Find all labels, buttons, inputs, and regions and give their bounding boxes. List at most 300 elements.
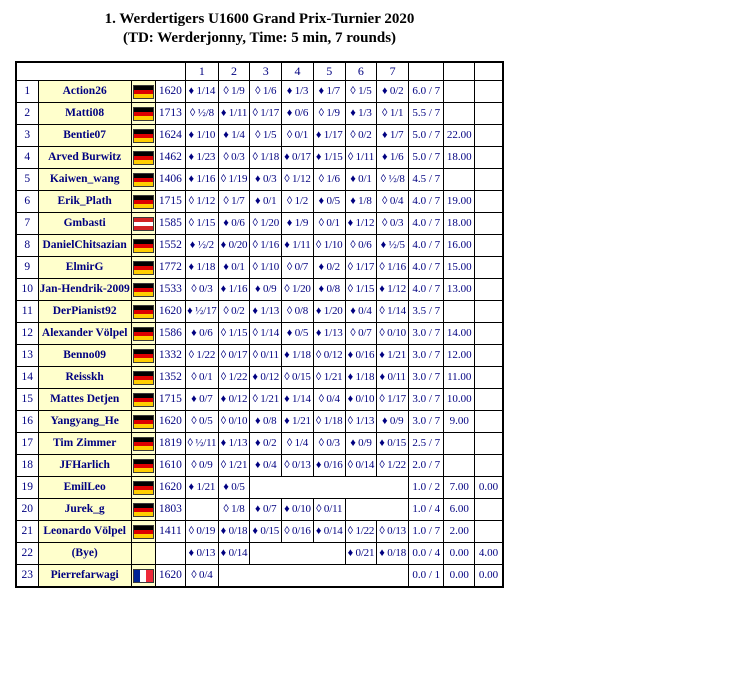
de-flag-icon (133, 459, 154, 473)
de-flag-icon (133, 305, 154, 319)
player-name-cell: Kaiwen_wang (38, 169, 131, 191)
header-blank-tb2 (475, 62, 503, 81)
result-cell-round-6: ♦ 0/1 (345, 169, 377, 191)
rating-cell: 1332 (155, 345, 185, 367)
result-cell-round-2: ♦ 0/6 (218, 213, 250, 235)
result-cell-round-2: ♦ 0/12 (218, 389, 250, 411)
header-blank-left (16, 62, 186, 81)
result-cell-round-1: ♦ 1/23 (186, 147, 218, 169)
result-cell-round-5: ♦ 0/16 (313, 455, 345, 477)
de-flag-icon (133, 393, 154, 407)
score-cell: 3.5 / 7 (409, 301, 444, 323)
round-header-3: 3 (250, 62, 282, 81)
result-cell-round-2: ♦ 1/13 (218, 433, 250, 455)
de-flag-icon (133, 173, 154, 187)
tiebreak1-cell: 9.00 (444, 411, 475, 433)
result-cell-round-2: ◊ 0/17 (218, 345, 250, 367)
result-cell-round-5: ◊ 0/1 (313, 213, 345, 235)
score-cell: 3.0 / 7 (409, 411, 444, 433)
table-row (16, 477, 503, 499)
result-cell-round-6: ◊ 1/11 (345, 147, 377, 169)
result-cell-round-5: ◊ 1/10 (313, 235, 345, 257)
score-cell: 1.0 / 7 (409, 521, 444, 543)
result-cell-round-1 (186, 499, 218, 521)
score-cell: 3.0 / 7 (409, 345, 444, 367)
rating-cell: 1352 (155, 367, 185, 389)
result-cell-round-2: ◊ 1/21 (218, 455, 250, 477)
result-cell-round-4: ◊ 0/1 (282, 125, 314, 147)
flag-cell (131, 147, 155, 169)
result-cell-round-4: ◊ 0/16 (282, 521, 314, 543)
table-row (16, 81, 503, 103)
result-cell-round-2: ♦ 0/18 (218, 521, 250, 543)
de-flag-icon (133, 239, 154, 253)
result-cell-round-4: ♦ 0/21 (345, 543, 377, 565)
table-row (16, 169, 503, 191)
rank-cell: 14 (16, 367, 38, 389)
result-cell-round-7: ◊ ½/8 (377, 169, 409, 191)
result-cell-round-1: ◊ 0/19 (186, 521, 218, 543)
flag-cell (131, 301, 155, 323)
result-cell-round-7: ◊ 0/4 (377, 191, 409, 213)
de-flag-icon (133, 349, 154, 363)
result-cell-round-3: ♦ 1/13 (250, 301, 282, 323)
result-cell-round-5: ◊ 0/4 (313, 389, 345, 411)
flag-stripe (134, 160, 153, 164)
rank-cell: 19 (16, 477, 38, 499)
table-row (16, 543, 503, 565)
score-cell: 4.0 / 7 (409, 213, 444, 235)
result-cell-round-1: ◊ 0/5 (186, 411, 218, 433)
rank-cell: 6 (16, 191, 38, 213)
tiebreak1-cell: 13.00 (444, 279, 475, 301)
rating-cell: 1715 (155, 191, 185, 213)
rating-cell: 1411 (155, 521, 185, 543)
result-cell-round-7: ◊ 1/14 (377, 301, 409, 323)
table-row (16, 433, 503, 455)
rating-cell: 1819 (155, 433, 185, 455)
result-cell-round-4: ♦ 1/3 (282, 81, 314, 103)
flag-stripe (134, 204, 153, 208)
result-cell-round-3: ♦ 0/2 (250, 433, 282, 455)
tiebreak2-cell (475, 301, 503, 323)
flag-stripe (134, 248, 153, 252)
result-cell-round-6: ◊ 0/6 (345, 235, 377, 257)
result-cell-round-5: ♦ 0/2 (313, 257, 345, 279)
table-row (16, 257, 503, 279)
result-cell-round-4: ♦ 1/18 (282, 345, 314, 367)
rating-cell (155, 543, 185, 565)
tiebreak1-cell: 18.00 (444, 213, 475, 235)
rating-cell: 1624 (155, 125, 185, 147)
flag-cell (131, 323, 155, 345)
result-cell-round-4: ♦ 0/6 (282, 103, 314, 125)
empty-rounds-cell (250, 477, 409, 499)
score-cell: 2.5 / 7 (409, 433, 444, 455)
rank-cell: 13 (16, 345, 38, 367)
crosstable-body (16, 81, 503, 588)
rating-cell: 1586 (155, 323, 185, 345)
flag-stripe (134, 314, 153, 318)
rating-cell: 1772 (155, 257, 185, 279)
result-cell-round-2: ◊ 0/10 (218, 411, 250, 433)
result-cell-round-4: ◊ 0/13 (282, 455, 314, 477)
result-cell-round-1: ♦ 0/6 (186, 323, 218, 345)
rank-cell: 2 (16, 103, 38, 125)
de-flag-icon (133, 481, 154, 495)
result-cell-round-3: ♦ 0/4 (250, 455, 282, 477)
player-name-cell: Jurek_g (38, 499, 131, 521)
tiebreak2-cell (475, 103, 503, 125)
result-cell-round-2: ◊ 1/19 (218, 169, 250, 191)
result-cell-round-6: ♦ 0/10 (345, 389, 377, 411)
flag-stripe (146, 570, 152, 582)
empty-rounds-cell (218, 565, 408, 588)
de-flag-icon (133, 129, 154, 143)
rank-cell: 7 (16, 213, 38, 235)
empty-rounds-cell (250, 543, 345, 565)
result-cell-round-1: ♦ 1/16 (186, 169, 218, 191)
result-cell-round-2: ♦ 1/16 (218, 279, 250, 301)
player-name-cell: DerPianist92 (38, 301, 131, 323)
result-cell-round-6: ♦ 0/9 (345, 433, 377, 455)
result-cell-round-4: ♦ 0/5 (282, 323, 314, 345)
result-cell-round-1: ♦ 1/10 (186, 125, 218, 147)
result-cell-round-4: ◊ 1/20 (282, 279, 314, 301)
tiebreak2-cell (475, 499, 503, 521)
tiebreak2-cell (475, 323, 503, 345)
result-cell-round-5: ♦ 1/17 (313, 125, 345, 147)
tiebreak1-cell (444, 81, 475, 103)
flag-cell (131, 103, 155, 125)
result-cell-round-2: ◊ 0/3 (218, 147, 250, 169)
result-cell-round-5: ◊ 0/3 (313, 433, 345, 455)
rank-cell: 21 (16, 521, 38, 543)
result-cell-round-7: ◊ 1/16 (377, 257, 409, 279)
table-row (16, 213, 503, 235)
fr-flag-icon (133, 569, 154, 583)
result-cell-round-5: ◊ 1/21 (313, 367, 345, 389)
result-cell-round-5: ♦ 0/18 (377, 543, 409, 565)
result-cell-round-7: ♦ 1/6 (377, 147, 409, 169)
de-flag-icon (133, 261, 154, 275)
player-name-cell: Mattes Detjen (38, 389, 131, 411)
rank-cell: 17 (16, 433, 38, 455)
rating-cell: 1620 (155, 411, 185, 433)
rating-cell: 1552 (155, 235, 185, 257)
result-cell-round-4: ♦ 1/14 (282, 389, 314, 411)
flag-stripe (134, 138, 153, 142)
result-cell-round-5: ◊ 0/12 (313, 345, 345, 367)
result-cell-round-1: ◊ 1/12 (186, 191, 218, 213)
header-blank-score (409, 62, 444, 81)
result-cell-round-5: ♦ 1/15 (313, 147, 345, 169)
round-header-7: 7 (377, 62, 409, 81)
result-cell-round-4: ◊ 0/7 (282, 257, 314, 279)
table-row (16, 191, 503, 213)
tiebreak2-cell (475, 433, 503, 455)
rating-cell: 1620 (155, 477, 185, 499)
tiebreak1-cell (444, 103, 475, 125)
player-name-cell: Alexander Völpel (38, 323, 131, 345)
flag-stripe (134, 402, 153, 406)
result-cell-round-2: ◊ 1/15 (218, 323, 250, 345)
tiebreak2-cell (475, 235, 503, 257)
tiebreak1-cell: 10.00 (444, 389, 475, 411)
result-cell-round-7: ♦ 0/11 (377, 367, 409, 389)
result-cell-round-2: ♦ 1/4 (218, 125, 250, 147)
header-row (16, 62, 503, 81)
score-cell: 5.0 / 7 (409, 125, 444, 147)
flag-cell (131, 345, 155, 367)
player-name-cell: Matti08 (38, 103, 131, 125)
at-flag-icon (133, 217, 154, 231)
tiebreak1-cell: 0.00 (444, 565, 475, 588)
tiebreak1-cell: 19.00 (444, 191, 475, 213)
result-cell-round-3: ♦ 0/12 (250, 367, 282, 389)
result-cell-round-2: ♦ 0/1 (218, 257, 250, 279)
result-cell-round-3: ◊ 1/6 (250, 81, 282, 103)
tiebreak1-cell: 18.00 (444, 147, 475, 169)
table-row (16, 235, 503, 257)
tiebreak1-cell: 0.00 (444, 543, 475, 565)
result-cell-round-7: ♦ 0/9 (377, 411, 409, 433)
flag-cell (131, 455, 155, 477)
result-cell-round-4: ◊ 1/4 (282, 433, 314, 455)
tournament-title: 1. Werdertigers U1600 Grand Prix-Turnier 2020 (104, 11, 415, 27)
flag-cell (131, 125, 155, 147)
score-cell: 4.0 / 7 (409, 191, 444, 213)
round-header-4: 4 (282, 62, 314, 81)
score-cell: 3.0 / 7 (409, 367, 444, 389)
de-flag-icon (133, 151, 154, 165)
result-cell-round-2: ◊ 1/22 (218, 367, 250, 389)
result-cell-round-6: ◊ 0/2 (345, 125, 377, 147)
flag-cell (131, 169, 155, 191)
result-cell-round-3: ◊ 0/11 (250, 345, 282, 367)
result-cell-round-6: ◊ 1/17 (345, 257, 377, 279)
tiebreak1-cell: 14.00 (444, 323, 475, 345)
tiebreak1-cell: 15.00 (444, 257, 475, 279)
de-flag-icon (133, 437, 154, 451)
flag-stripe (134, 270, 153, 274)
tiebreak2-cell (475, 125, 503, 147)
flag-cell (131, 565, 155, 588)
table-row (16, 323, 503, 345)
result-cell-round-4: ◊ 0/15 (282, 367, 314, 389)
score-cell: 2.0 / 7 (409, 455, 444, 477)
score-cell: 5.0 / 7 (409, 147, 444, 169)
result-cell-round-7: ♦ 1/7 (377, 125, 409, 147)
tiebreak1-cell (444, 433, 475, 455)
crosstable-header (16, 62, 503, 81)
result-cell-round-3: ♦ 0/8 (250, 411, 282, 433)
score-cell: 1.0 / 2 (409, 477, 444, 499)
result-cell-round-4: ♦ 1/9 (282, 213, 314, 235)
result-cell-round-3: ♦ 0/7 (250, 499, 282, 521)
score-cell: 0.0 / 1 (409, 565, 444, 588)
empty-rounds-cell (345, 499, 408, 521)
result-cell-round-6: ♦ 1/18 (345, 367, 377, 389)
flag-cell (131, 411, 155, 433)
result-cell-round-1: ♦ 1/21 (186, 477, 218, 499)
score-cell: 4.0 / 7 (409, 257, 444, 279)
tiebreak1-cell: 11.00 (444, 367, 475, 389)
flag-cell (131, 521, 155, 543)
tiebreak2-cell: 0.00 (475, 565, 503, 588)
rating-cell: 1715 (155, 389, 185, 411)
flag-cell (131, 389, 155, 411)
flag-stripe (134, 116, 153, 120)
tournament-report (15, 6, 504, 588)
table-row (16, 103, 503, 125)
result-cell-round-5: ♦ 0/14 (313, 521, 345, 543)
score-cell: 4.0 / 7 (409, 279, 444, 301)
result-cell-round-2: ◊ 1/8 (218, 499, 250, 521)
flag-cell (131, 279, 155, 301)
flag-cell (131, 191, 155, 213)
tiebreak2-cell: 4.00 (475, 543, 503, 565)
result-cell-round-3: ◊ 1/17 (250, 103, 282, 125)
tiebreak1-cell: 12.00 (444, 345, 475, 367)
result-cell-round-2: ◊ 1/9 (218, 81, 250, 103)
rank-cell: 3 (16, 125, 38, 147)
result-cell-round-7: ♦ ½/5 (377, 235, 409, 257)
score-cell: 3.0 / 7 (409, 389, 444, 411)
score-cell: 3.0 / 7 (409, 323, 444, 345)
player-name-cell: Tim Zimmer (38, 433, 131, 455)
player-name-cell: Bentie07 (38, 125, 131, 147)
rank-cell: 20 (16, 499, 38, 521)
result-cell-round-4: ♦ 0/10 (282, 499, 314, 521)
result-cell-round-6: ♦ 1/3 (345, 103, 377, 125)
result-cell-round-5: ◊ 1/18 (313, 411, 345, 433)
tiebreak2-cell (475, 389, 503, 411)
tiebreak1-cell: 2.00 (444, 521, 475, 543)
table-row (16, 411, 503, 433)
rating-cell: 1620 (155, 81, 185, 103)
rank-cell: 9 (16, 257, 38, 279)
result-cell-round-1: ♦ ½/2 (186, 235, 218, 257)
result-cell-round-1: ◊ 0/9 (186, 455, 218, 477)
table-row (16, 499, 503, 521)
tiebreak1-cell (444, 169, 475, 191)
table-row (16, 147, 503, 169)
result-cell-round-6: ♦ 0/16 (345, 345, 377, 367)
tiebreak2-cell (475, 411, 503, 433)
result-cell-round-4: ◊ 1/12 (282, 169, 314, 191)
player-name-cell: Pierrefarwagi (38, 565, 131, 588)
rating-cell: 1462 (155, 147, 185, 169)
player-name-cell: Yangyang_He (38, 411, 131, 433)
result-cell-round-2: ♦ 0/5 (218, 477, 250, 499)
table-row (16, 367, 503, 389)
de-flag-icon (133, 85, 154, 99)
tiebreak2-cell (475, 455, 503, 477)
rank-cell: 8 (16, 235, 38, 257)
rating-cell: 1610 (155, 455, 185, 477)
de-flag-icon (133, 283, 154, 297)
player-name-cell: Arved Burwitz (38, 147, 131, 169)
result-cell-round-5: ♦ 0/8 (313, 279, 345, 301)
result-cell-round-5: ♦ 1/13 (313, 323, 345, 345)
flag-stripe (134, 424, 153, 428)
flag-stripe (134, 182, 153, 186)
result-cell-round-3: ◊ 1/14 (250, 323, 282, 345)
result-cell-round-4: ◊ 0/8 (282, 301, 314, 323)
rating-cell: 1803 (155, 499, 185, 521)
crosstable (15, 61, 504, 588)
tiebreak1-cell: 7.00 (444, 477, 475, 499)
rank-cell: 5 (16, 169, 38, 191)
result-cell-round-7: ♦ 0/15 (377, 433, 409, 455)
tiebreak1-cell: 16.00 (444, 235, 475, 257)
result-cell-round-1: ◊ 1/15 (186, 213, 218, 235)
flag-stripe (134, 446, 153, 450)
result-cell-round-6: ♦ 0/4 (345, 301, 377, 323)
result-cell-round-3: ◊ 1/21 (250, 389, 282, 411)
result-cell-round-6: ◊ 1/22 (345, 521, 377, 543)
tiebreak1-cell: 6.00 (444, 499, 475, 521)
result-cell-round-7: ◊ 1/1 (377, 103, 409, 125)
table-row (16, 521, 503, 543)
rating-cell: 1533 (155, 279, 185, 301)
de-flag-icon (133, 371, 154, 385)
player-name-cell: JFHarlich (38, 455, 131, 477)
player-name-cell: Gmbasti (38, 213, 131, 235)
result-cell-round-1: ♦ 0/13 (186, 543, 218, 565)
tournament-subtitle: (TD: Werderjonny, Time: 5 min, 7 rounds) (122, 30, 397, 46)
result-cell-round-1: ◊ ½/8 (186, 103, 218, 125)
result-cell-round-4: ♦ 1/21 (282, 411, 314, 433)
result-cell-round-1: ♦ 0/7 (186, 389, 218, 411)
flag-stripe (134, 94, 153, 98)
result-cell-round-1: ◊ 0/3 (186, 279, 218, 301)
result-cell-round-2: ♦ 0/14 (218, 543, 250, 565)
rank-cell: 23 (16, 565, 38, 588)
result-cell-round-2: ◊ 1/7 (218, 191, 250, 213)
result-cell-round-3: ♦ 0/15 (250, 521, 282, 543)
player-name-cell: ElmirG (38, 257, 131, 279)
result-cell-round-2: ♦ 0/20 (218, 235, 250, 257)
result-cell-round-6: ♦ 1/8 (345, 191, 377, 213)
result-cell-round-5: ◊ 1/6 (313, 169, 345, 191)
rating-cell: 1620 (155, 565, 185, 588)
player-name-cell: Erik_Plath (38, 191, 131, 213)
tiebreak1-cell: 22.00 (444, 125, 475, 147)
flag-cell (131, 433, 155, 455)
result-cell-round-1: ◊ 0/4 (186, 565, 218, 588)
rank-cell: 1 (16, 81, 38, 103)
result-cell-round-4: ♦ 1/11 (282, 235, 314, 257)
result-cell-round-6: ◊ 1/13 (345, 411, 377, 433)
result-cell-round-2: ♦ 1/11 (218, 103, 250, 125)
tiebreak2-cell: 0.00 (475, 477, 503, 499)
flag-stripe (134, 468, 153, 472)
result-cell-round-7: ♦ 0/2 (377, 81, 409, 103)
rating-cell: 1620 (155, 301, 185, 323)
rank-cell: 10 (16, 279, 38, 301)
flag-cell (131, 81, 155, 103)
player-name-cell: Jan-Hendrik-2009 (38, 279, 131, 301)
de-flag-icon (133, 503, 154, 517)
score-cell: 1.0 / 4 (409, 499, 444, 521)
result-cell-round-3: ◊ 1/5 (250, 125, 282, 147)
table-row (16, 345, 503, 367)
result-cell-round-7: ◊ 0/10 (377, 323, 409, 345)
rank-cell: 22 (16, 543, 38, 565)
result-cell-round-5: ◊ 0/11 (313, 499, 345, 521)
